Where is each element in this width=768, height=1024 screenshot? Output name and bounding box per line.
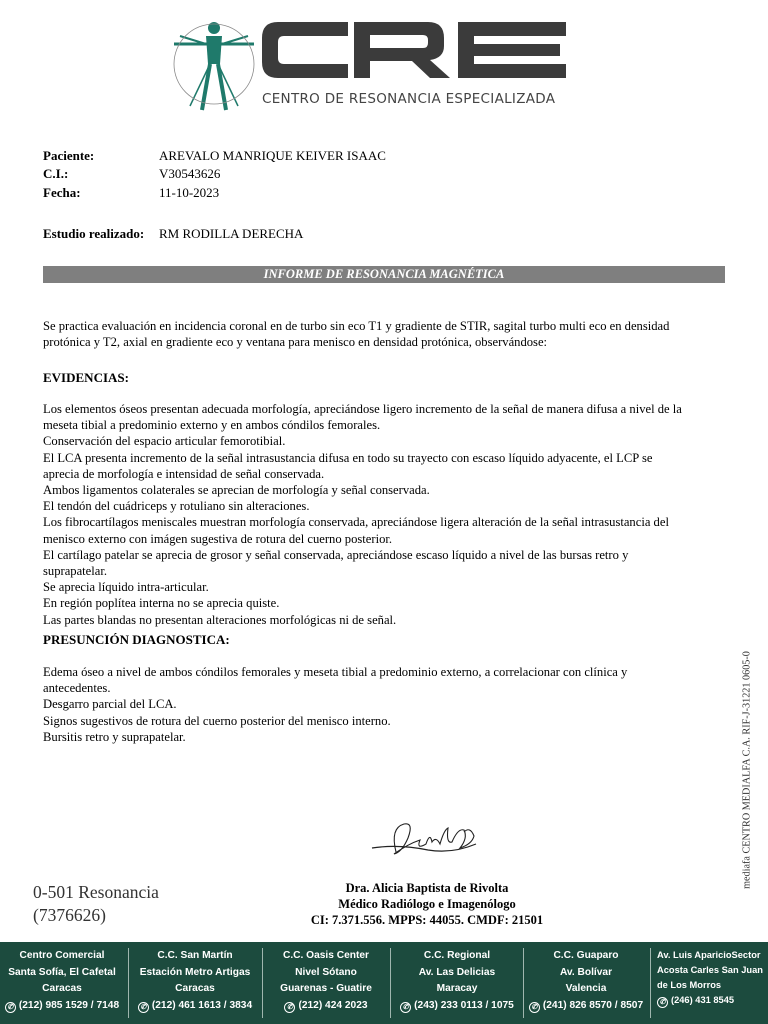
location-phone-row bbox=[266, 998, 386, 1015]
vertical-side-note bbox=[737, 632, 757, 908]
evidence-line: Los fibrocartílagos meniscales muestran morfología conservada, apreciándose ligera alteración de la señal intrasustancia del bbox=[43, 515, 669, 530]
location-line: Av. Luis AparicioSector bbox=[657, 950, 761, 960]
diagnosis-line: Bursitis retro y suprapatelar. bbox=[43, 729, 186, 744]
footer-divider bbox=[128, 948, 129, 1018]
location-line: Valencia bbox=[565, 983, 607, 994]
location-line: C.C. Oasis Center bbox=[282, 950, 370, 961]
footer-divider bbox=[262, 948, 263, 1018]
doctor-name: Dra. Alicia Baptista de Rivolta bbox=[345, 881, 509, 895]
location-line: Santa Sofía, El Cafetal bbox=[8, 966, 116, 978]
location-line: Guarenas - Guatire bbox=[280, 983, 372, 994]
phone-icon: ✆ bbox=[5, 1002, 16, 1013]
location-line: C.C. Guaparo bbox=[553, 950, 619, 961]
intro-paragraph bbox=[43, 318, 733, 350]
doctor-credentials: CI: 7.371.556. MPPS: 44055. CMDF: 21501 bbox=[310, 913, 544, 927]
diagnosis-list bbox=[43, 664, 733, 745]
doctor-title: Médico Radiólogo e Imagenólogo bbox=[338, 897, 516, 911]
footer-divider bbox=[390, 948, 391, 1018]
signature-image bbox=[368, 814, 482, 866]
location-line: Centro Comercial bbox=[19, 950, 105, 961]
location-line: de Los Morros bbox=[657, 980, 722, 990]
footer-divider bbox=[650, 948, 651, 1018]
location-phone-row bbox=[526, 998, 646, 1015]
location-phone: (241) 826 8570 / 8507 bbox=[542, 999, 644, 1011]
location-line: Caracas bbox=[175, 983, 215, 994]
evidence-line: Ambos ligamentos colaterales se aprecian de morfología y señal conservada. bbox=[43, 483, 430, 498]
diagnosis-line: Signos sugestivos de rotura del cuerno posterior del menisco interno. bbox=[43, 713, 391, 728]
location-line: Estación Metro Artigas bbox=[139, 966, 251, 978]
footer-divider bbox=[523, 948, 524, 1018]
study-label: Estudio realizado: bbox=[43, 226, 145, 241]
diagnosis-line: antecedentes. bbox=[43, 681, 111, 696]
evidence-heading: EVIDENCIAS: bbox=[43, 370, 129, 385]
evidence-line: El tendón del cuádriceps y rotuliano sin alteraciones. bbox=[43, 499, 310, 514]
location-phone: (212) 985 1529 / 7148 bbox=[18, 999, 120, 1011]
handwritten-note-line2: (7376626) bbox=[33, 905, 106, 925]
evidence-line: Los elementos óseos presentan adecuada morfología, apreciándose ligero incremento de la señal de manera difusa a nivel de la bbox=[43, 402, 682, 416]
location-phone-row bbox=[394, 998, 520, 1015]
location-phone: (246) 431 8545 bbox=[671, 995, 735, 1005]
patient-name: AREVALO MANRIQUE KEIVER ISAAC bbox=[159, 148, 386, 163]
diagnosis-line: Desgarro parcial del LCA. bbox=[43, 697, 177, 712]
location-line: Maracay bbox=[436, 983, 478, 994]
location-line: Av. Bolívar bbox=[559, 966, 613, 978]
location-phone: (212) 461 1613 / 3834 bbox=[151, 999, 253, 1011]
evidence-line: suprapatelar. bbox=[43, 564, 107, 579]
footer-location bbox=[526, 948, 646, 1014]
evidence-line: meseta tibial a predominio externo y en ambos cóndilos femorales. bbox=[43, 418, 381, 433]
report-date: 11-10-2023 bbox=[159, 185, 220, 200]
location-line: Nivel Sótano bbox=[295, 966, 357, 978]
logo-subtitle: CENTRO DE RESONANCIA ESPECIALIZADA bbox=[262, 91, 556, 107]
footer-location bbox=[266, 948, 386, 1014]
phone-icon: ✆ bbox=[284, 1002, 295, 1013]
evidence-line: El cartílago patelar se aprecia de grosor y señal conservada, apreciándose escaso líquido a nivel de las bursas retro y bbox=[43, 547, 629, 562]
location-phone-row bbox=[0, 998, 124, 1015]
location-phone-row bbox=[657, 993, 767, 1008]
footer-location bbox=[0, 948, 124, 1014]
signature-scribble-icon bbox=[368, 814, 482, 866]
location-phone: (243) 233 0113 / 1075 bbox=[414, 999, 514, 1011]
evidence-list bbox=[43, 401, 733, 628]
footer-location bbox=[132, 948, 258, 1014]
diagnosis-heading: PRESUNCIÓN DIAGNOSTICA: bbox=[43, 632, 230, 647]
location-line: C.C. San Martín bbox=[157, 950, 233, 961]
evidence-line: El LCA presenta incremento de la señal intrasustancia difusa en todo su trayecto con escaso líquido adyacente, el LCP se bbox=[43, 450, 653, 465]
diagnosis-line: Edema óseo a nivel de ambos cóndilos femorales y meseta tibial a predominio externo, a correlacionar con clínica y bbox=[43, 665, 628, 679]
phone-icon: ✆ bbox=[138, 1002, 149, 1013]
location-line: Acosta Carles San Juan bbox=[657, 965, 763, 975]
report-banner-title: INFORME DE RESONANCIA MAGNÉTICA bbox=[263, 267, 505, 281]
intro-line: Se practica evaluación en incidencia coronal en de turbo sin eco T1 y gradiente de STIR, sagital turbo multi eco en densidad bbox=[43, 319, 670, 333]
evidence-line: Las partes blandas no presentan alteraciones morfológicas ni de señal. bbox=[43, 612, 397, 627]
footer-locations bbox=[0, 942, 768, 1024]
location-line: Caracas bbox=[42, 983, 82, 994]
evidence-line: aprecia de morfología e intensidad de señal conservada. bbox=[43, 466, 325, 481]
report-banner bbox=[43, 266, 725, 283]
patient-id-label: C.I.: bbox=[43, 166, 69, 181]
patient-name-label: Paciente: bbox=[43, 148, 95, 163]
location-line: C.C. Regional bbox=[423, 950, 491, 961]
phone-icon: ✆ bbox=[529, 1002, 540, 1013]
location-phone: (212) 424 2023 bbox=[298, 999, 368, 1011]
evidence-line: Se aprecia líquido intra-articular. bbox=[43, 580, 209, 595]
handwritten-note-line1: 0-501 Resonancia bbox=[33, 882, 159, 902]
location-line: Av. Las Delicias bbox=[418, 966, 496, 978]
footer-location bbox=[657, 948, 767, 1008]
evidence-line: Conservación del espacio articular femorotibial. bbox=[43, 434, 286, 449]
study-value: RM RODILLA DERECHA bbox=[159, 226, 304, 241]
side-note-text: mediafa CENTRO MEDIALFA C.A. RIF-J-31221 0605-0 bbox=[741, 651, 753, 889]
location-phone-row bbox=[132, 998, 258, 1015]
evidence-line: menisco externo con imágen sugestiva de rotura del cuerno posterior. bbox=[43, 531, 393, 546]
intro-line: protónica y T2, axial en gradiente eco y ventana para menisco en densidad protónica, observándose: bbox=[43, 335, 548, 350]
footer-location bbox=[394, 948, 520, 1014]
phone-icon: ✆ bbox=[400, 1002, 411, 1013]
report-date-label: Fecha: bbox=[43, 185, 81, 200]
evidence-line: En región poplítea interna no se aprecia quiste. bbox=[43, 596, 280, 611]
patient-id: V30543626 bbox=[159, 166, 221, 181]
phone-icon: ✆ bbox=[657, 997, 668, 1008]
